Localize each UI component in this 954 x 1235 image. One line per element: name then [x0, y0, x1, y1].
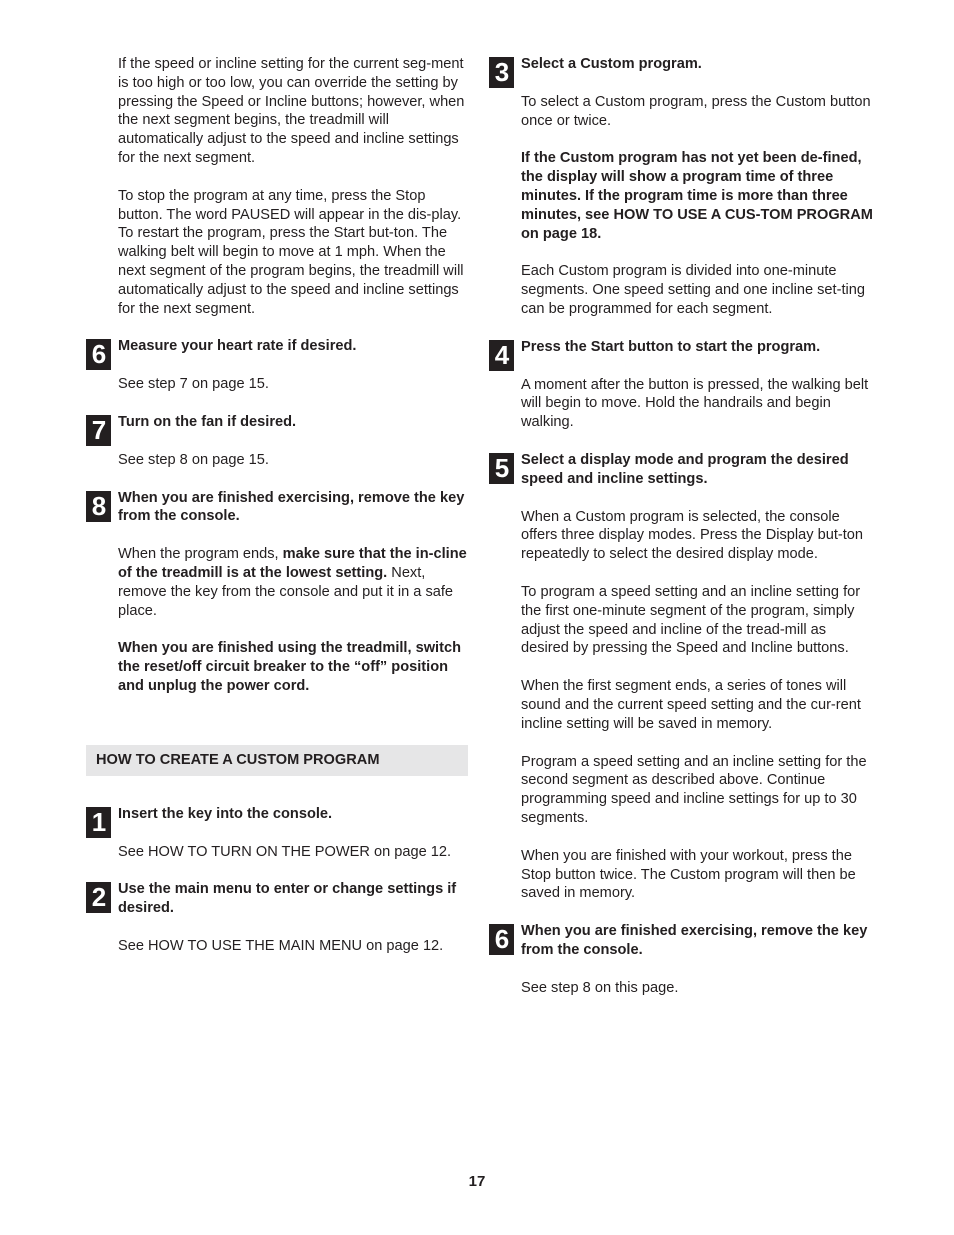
step-title: Measure your heart rate if desired.	[118, 338, 357, 355]
step-body-bold	[521, 149, 874, 243]
step-number-badge: 8	[86, 491, 111, 522]
step-body	[118, 545, 468, 620]
step-number-badge: 1	[86, 807, 111, 838]
custom-step-4	[489, 338, 874, 370]
custom-step-2	[86, 880, 468, 918]
custom-step-1	[86, 805, 468, 837]
step-body: Program a speed setting and an incline setting for the second segment as described above. Continue programming speed and incline settings for up to 30 segments.	[521, 753, 867, 826]
intro-paragraph-stop: To stop the program at any time, press the Stop button. The word PAUSED will appear in the dis-play. To restart the program, press the Start but-ton. The walking belt will begin to move at 1 mph. When the next segment of the program begins, the treadmill will automatically adjust to the speed and incline settings for the next segment.	[118, 187, 464, 317]
page-number: 17	[468, 1173, 486, 1190]
step-6-heart-rate	[86, 337, 468, 370]
step-body: See step 8 on this page.	[521, 979, 679, 996]
body-text: Next, remove the key from the console and put it in a safe place.	[118, 564, 454, 619]
step-body: When the first segment ends, a series of tones will sound and the current speed setting and the cur-rent incline setting will be saved in memory.	[521, 678, 861, 732]
custom-step-5	[489, 451, 874, 489]
intro-paragraph-override: If the speed or incline setting for the current seg-ment is too high or too low, you can override the setting by pressing the Speed or Incline buttons; however, when the next segment begins, the treadmill will automatically adjust to the speed and incline settings for the next segment.	[118, 56, 465, 166]
step-title: Insert the key into the console.	[118, 805, 333, 822]
step-title: Select a Custom program.	[521, 56, 702, 72]
step-8-remove-key	[86, 489, 468, 527]
custom-step-3	[489, 55, 874, 87]
step-title: When you are finished exercising, remove the key from the console.	[521, 923, 868, 958]
step-number-badge: 3	[489, 57, 514, 88]
step-7-fan	[86, 413, 468, 445]
warning-text: When you are finished using the treadmill, switch the reset/off circuit breaker to the “off” position and unplug the power cord.	[118, 640, 462, 694]
step-number-badge: 2	[86, 882, 111, 913]
step-number-badge: 4	[489, 340, 514, 371]
body-text: When the program ends,	[118, 546, 283, 563]
custom-step-6	[489, 922, 874, 960]
step-number-badge: 5	[489, 453, 514, 484]
step-body: See step 8 on page 15.	[118, 451, 269, 468]
step-title: When you are finished exercising, remove the key from the console.	[118, 489, 465, 525]
step-number-badge: 7	[86, 415, 111, 446]
step-number-badge: 6	[86, 339, 111, 370]
step-body: Each Custom program is divided into one-minute segments. One speed setting and one incline set-ting can be programmed for each segment.	[521, 263, 865, 317]
step-body: When you are finished with your workout, press the Stop button twice. The Custom program will then be saved in memory.	[521, 847, 856, 902]
step-body: To select a Custom program, press the Custom button once or twice.	[521, 93, 871, 129]
step-title: Use the main menu to enter or change settings if desired.	[118, 881, 457, 917]
body-bold-text: make sure that the in-cline of the treadmill is at the lowest setting.	[118, 546, 467, 581]
step-title: Turn on the fan if desired.	[118, 413, 297, 430]
left-column	[86, 55, 468, 975]
step-number-badge: 6	[489, 924, 514, 955]
step-body: To program a speed setting and an incline setting for the first one-minute segment of the program, simply adjust the speed and incline of the tread-mill as desired by pressing the Speed and Incline buttons.	[521, 583, 861, 657]
step-title: Select a display mode and program the desired speed and incline settings.	[521, 451, 849, 487]
right-column	[489, 55, 874, 1016]
step-body: A moment after the button is pressed, the walking belt will begin to move. Hold the handrails and begin walking.	[521, 376, 869, 431]
step-title: Press the Start button to start the program.	[521, 338, 821, 355]
warning-paragraph	[118, 639, 468, 695]
step-body: See HOW TO USE THE MAIN MENU on page 12.	[118, 937, 444, 954]
step-body: When a Custom program is selected, the console offers three display modes. Press the Display but-ton repeatedly to select the desired display mode.	[521, 508, 864, 563]
section-heading-custom-program: HOW TO CREATE A CUSTOM PROGRAM	[86, 745, 468, 776]
body-bold-text: If the Custom program has not yet been de-fined, the display will show a program time of three minutes. If the program time is more than three minutes, see HOW TO USE A CUS-TOM PROGRAM on page 18.	[521, 150, 873, 242]
step-body: See step 7 on page 15.	[118, 376, 269, 393]
step-body: See HOW TO TURN ON THE POWER on page 12.	[118, 843, 452, 860]
